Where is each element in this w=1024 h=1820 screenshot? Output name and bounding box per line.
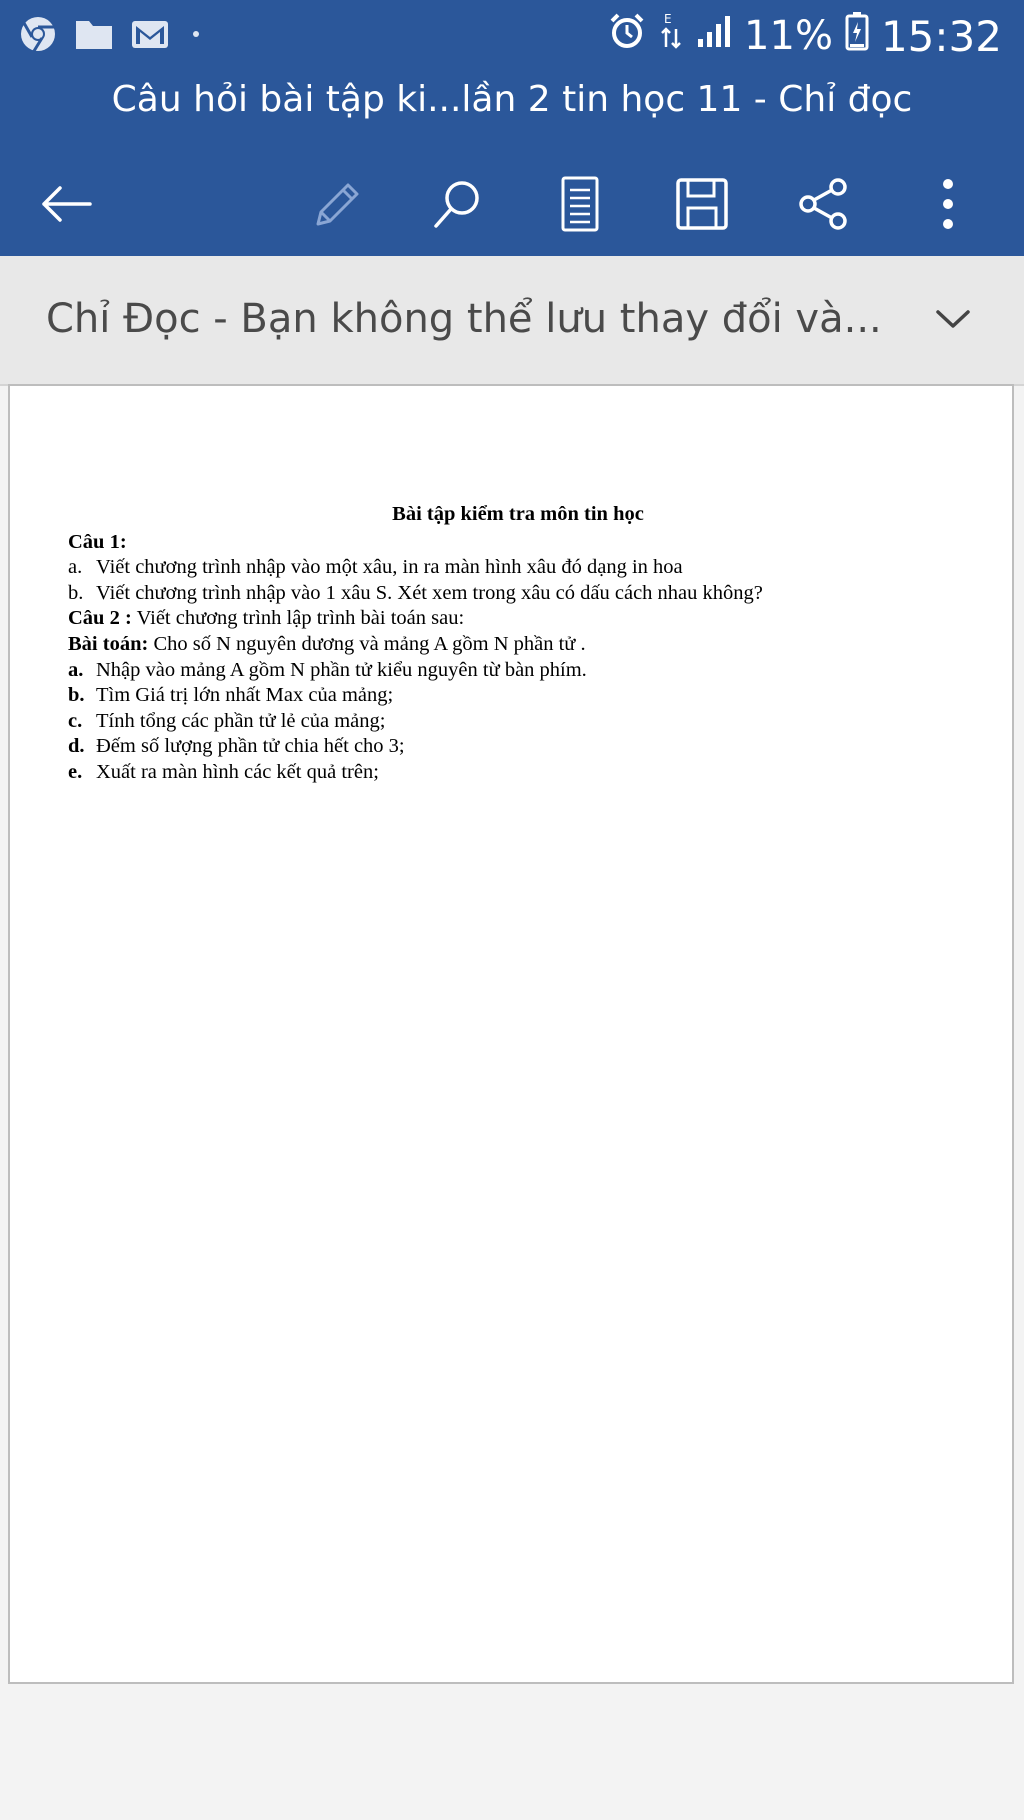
list-item	[68, 760, 968, 786]
reading-view-icon	[558, 175, 602, 233]
notification-icons	[18, 14, 206, 58]
item-text: Tìm Giá trị lớn nhất Max của mảng;	[96, 684, 394, 707]
problem-label: Bài toán:	[68, 632, 149, 655]
search-icon	[430, 176, 486, 232]
svg-text:E: E	[664, 12, 672, 26]
back-arrow-icon	[38, 182, 94, 226]
share-button[interactable]	[772, 152, 876, 256]
back-button[interactable]	[14, 152, 118, 256]
list-item	[68, 658, 968, 684]
item-label: b.	[68, 581, 84, 604]
item-text: Viết chương trình nhập vào một xâu, in ra màn hình xâu đó dạng in hoa	[96, 556, 683, 579]
app-toolbar	[0, 152, 1024, 256]
alarm-icon	[608, 12, 646, 60]
data-arrows-icon	[658, 11, 684, 61]
signal-icon	[696, 13, 732, 59]
system-status	[608, 10, 1002, 62]
doc-heading: Bài tập kiểm tra môn tin học	[392, 503, 644, 525]
item-text: Tính tổng các phần tử lẻ của mảng;	[96, 709, 386, 732]
item-label: b.	[68, 684, 85, 707]
item-text: Nhập vào mảng A gồm N phần tử kiểu nguyên từ bàn phím.	[96, 658, 587, 681]
list-item	[68, 581, 968, 607]
list-item	[68, 734, 968, 760]
save-icon	[674, 176, 730, 232]
item-label: e.	[68, 760, 83, 783]
clock: 15:32	[880, 11, 1002, 61]
problem-text: Cho số N nguyên dương và mảng A gồm N phần tử .	[153, 632, 586, 655]
dot-icon	[186, 24, 206, 49]
reading-view-button[interactable]	[528, 152, 632, 256]
chevron-down-icon	[935, 308, 971, 330]
question-2-text: Viết chương trình lập trình bài toán sau:	[136, 607, 465, 630]
read-only-message: Chỉ Đọc - Bạn không thể lưu thay đổi và...	[46, 296, 882, 342]
share-icon	[796, 176, 852, 232]
chrome-icon	[18, 14, 58, 59]
document-content	[68, 502, 968, 786]
more-options-button[interactable]	[896, 152, 1000, 256]
edit-pencil-icon	[308, 176, 364, 232]
item-label: a.	[68, 658, 84, 681]
edit-button[interactable]	[284, 152, 388, 256]
list-item	[68, 555, 968, 581]
question-1-heading: Câu 1:	[68, 530, 127, 553]
status-bar	[0, 0, 1024, 72]
expand-infobar-button[interactable]	[928, 294, 978, 344]
item-text: Viết chương trình nhập vào 1 xâu S. Xét xem trong xâu có dấu cách nhau không?	[96, 581, 763, 604]
battery-percent: 11%	[744, 13, 833, 59]
item-text: Xuất ra màn hình các kết quả trên;	[96, 760, 379, 783]
item-label: d.	[68, 735, 85, 758]
folder-icon	[74, 17, 114, 56]
item-label: a.	[68, 556, 83, 579]
search-button[interactable]	[406, 152, 510, 256]
read-only-infobar[interactable]	[0, 256, 1024, 386]
question-2-line	[68, 606, 968, 632]
item-text: Đếm số lượng phần tử chia hết cho 3;	[96, 735, 405, 758]
list-item	[68, 709, 968, 735]
document-title: Câu hỏi bài tập ki...lần 2 tin học 11 - Chỉ đọc	[0, 72, 1024, 152]
save-button[interactable]	[650, 152, 754, 256]
document-page[interactable]	[8, 384, 1014, 1684]
more-options-icon	[938, 176, 958, 232]
list-item	[68, 683, 968, 709]
question-2-label: Câu 2 :	[68, 607, 132, 630]
item-label: c.	[68, 709, 83, 732]
battery-icon	[845, 11, 869, 61]
problem-line	[68, 632, 968, 658]
gmail-icon	[130, 17, 170, 56]
